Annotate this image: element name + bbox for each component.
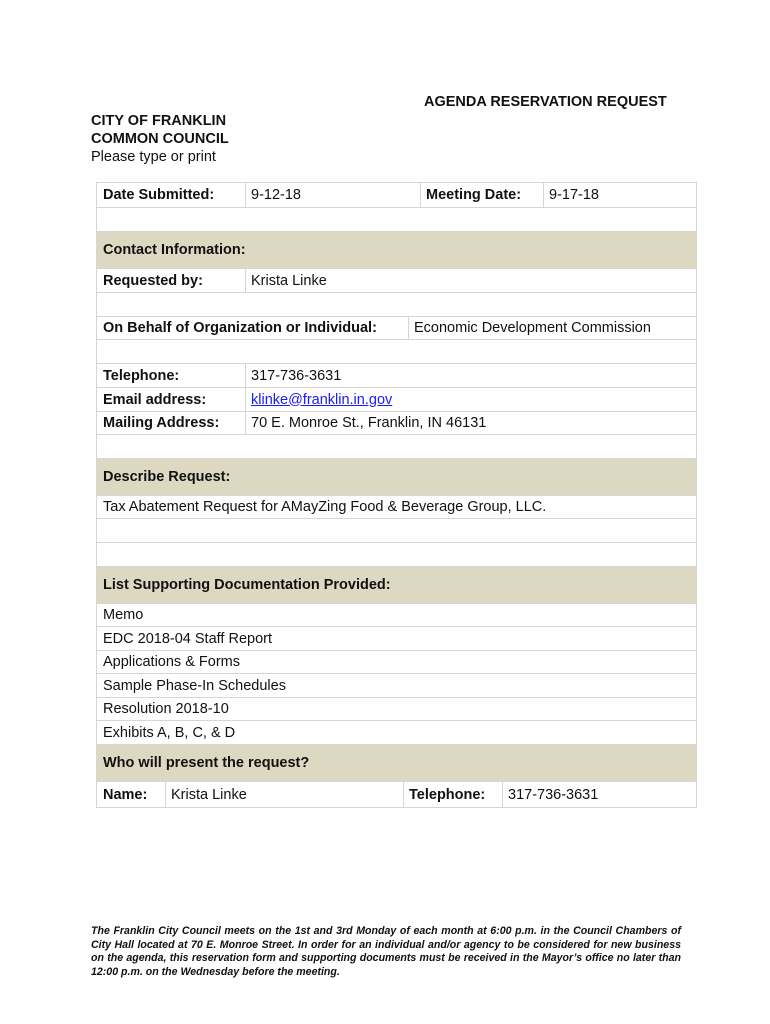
page-title: AGENDA RESERVATION REQUEST	[424, 94, 667, 110]
request-text-row	[97, 496, 696, 519]
presenter-row	[97, 782, 696, 807]
presenter-name-label: Name:	[103, 786, 148, 803]
organization-block	[91, 112, 229, 166]
presenter-telephone-label: Telephone:	[409, 786, 486, 803]
date-submitted-label: Date Submitted:	[103, 187, 215, 203]
request-blank-row[interactable]	[97, 543, 696, 567]
contact-section-header	[97, 232, 696, 269]
documentation-section-header	[97, 567, 696, 604]
request-text-field[interactable]: Tax Abatement Request for AMayZing Food & Beverage Group, LLC.	[103, 499, 547, 515]
spacer-row	[97, 340, 696, 364]
instruction-text: Please type or print	[91, 149, 216, 165]
footer-notice: The Franklin City Council meets on the 1st and 3rd Monday of each month at 6:00 p.m. in the Council Chambers of City Hall located at 70 E. Monroe Street. In order for an individual and/or agency to be considered for new business on the agenda, this reservation form and supporting documents must be received in the Mayor’s office no later than 12:00 p.m. on the Wednesday before the meeting.	[91, 925, 681, 978]
spacer-row	[97, 293, 696, 317]
spacer-row	[97, 208, 696, 232]
on-behalf-label: On Behalf of Organization or Individual:	[103, 320, 377, 336]
doc-item[interactable]: Memo	[103, 607, 144, 623]
date-submitted-field[interactable]: 9-12-18	[251, 187, 301, 203]
dates-row	[97, 183, 696, 208]
doc-item-row	[97, 698, 696, 721]
telephone-label: Telephone:	[103, 367, 180, 384]
meeting-date-label: Meeting Date:	[426, 187, 522, 203]
doc-item[interactable]: Applications & Forms	[103, 654, 240, 670]
spacer-row	[97, 435, 696, 459]
requested-by-label: Requested by:	[103, 272, 203, 289]
org-name: CITY OF FRANKLIN	[91, 113, 227, 129]
doc-item-row	[97, 674, 696, 698]
telephone-field[interactable]: 317-736-3631	[251, 367, 342, 384]
email-field[interactable]	[245, 388, 696, 411]
requested-by-row	[97, 269, 696, 293]
doc-item[interactable]: EDC 2018-04 Staff Report	[103, 630, 272, 647]
request-section-header	[97, 459, 696, 496]
doc-item-row	[97, 721, 696, 745]
on-behalf-field[interactable]: Economic Development Commission	[414, 320, 651, 336]
mailing-label: Mailing Address:	[103, 415, 220, 431]
reservation-form	[96, 182, 697, 808]
doc-item-row	[97, 604, 696, 627]
presenter-name-field[interactable]: Krista Linke	[171, 786, 247, 803]
presenter-section-header	[97, 745, 696, 782]
email-label: Email address:	[103, 391, 207, 408]
doc-item[interactable]: Resolution 2018-10	[103, 701, 229, 717]
presenter-telephone-field[interactable]: 317-736-3631	[508, 786, 599, 803]
documentation-heading: List Supporting Documentation Provided:	[103, 577, 391, 593]
email-link[interactable]: klinke@franklin.in.gov	[251, 391, 393, 408]
mailing-field[interactable]: 70 E. Monroe St., Franklin, IN 46131	[251, 415, 487, 431]
request-heading: Describe Request:	[103, 469, 231, 485]
meeting-date-field[interactable]: 9-17-18	[549, 187, 599, 203]
on-behalf-row	[97, 317, 696, 340]
doc-item-row	[97, 627, 696, 651]
presenter-heading: Who will present the request?	[103, 755, 310, 771]
requested-by-field[interactable]: Krista Linke	[251, 272, 327, 289]
contact-heading: Contact Information:	[103, 242, 246, 258]
telephone-row	[97, 364, 696, 388]
email-row	[97, 388, 696, 412]
request-blank-row[interactable]	[97, 519, 696, 543]
doc-item-row	[97, 651, 696, 674]
doc-item[interactable]: Sample Phase-In Schedules	[103, 677, 286, 694]
mailing-row	[97, 412, 696, 435]
doc-item[interactable]: Exhibits A, B, C, & D	[103, 724, 236, 741]
org-body: COMMON COUNCIL	[91, 131, 229, 147]
